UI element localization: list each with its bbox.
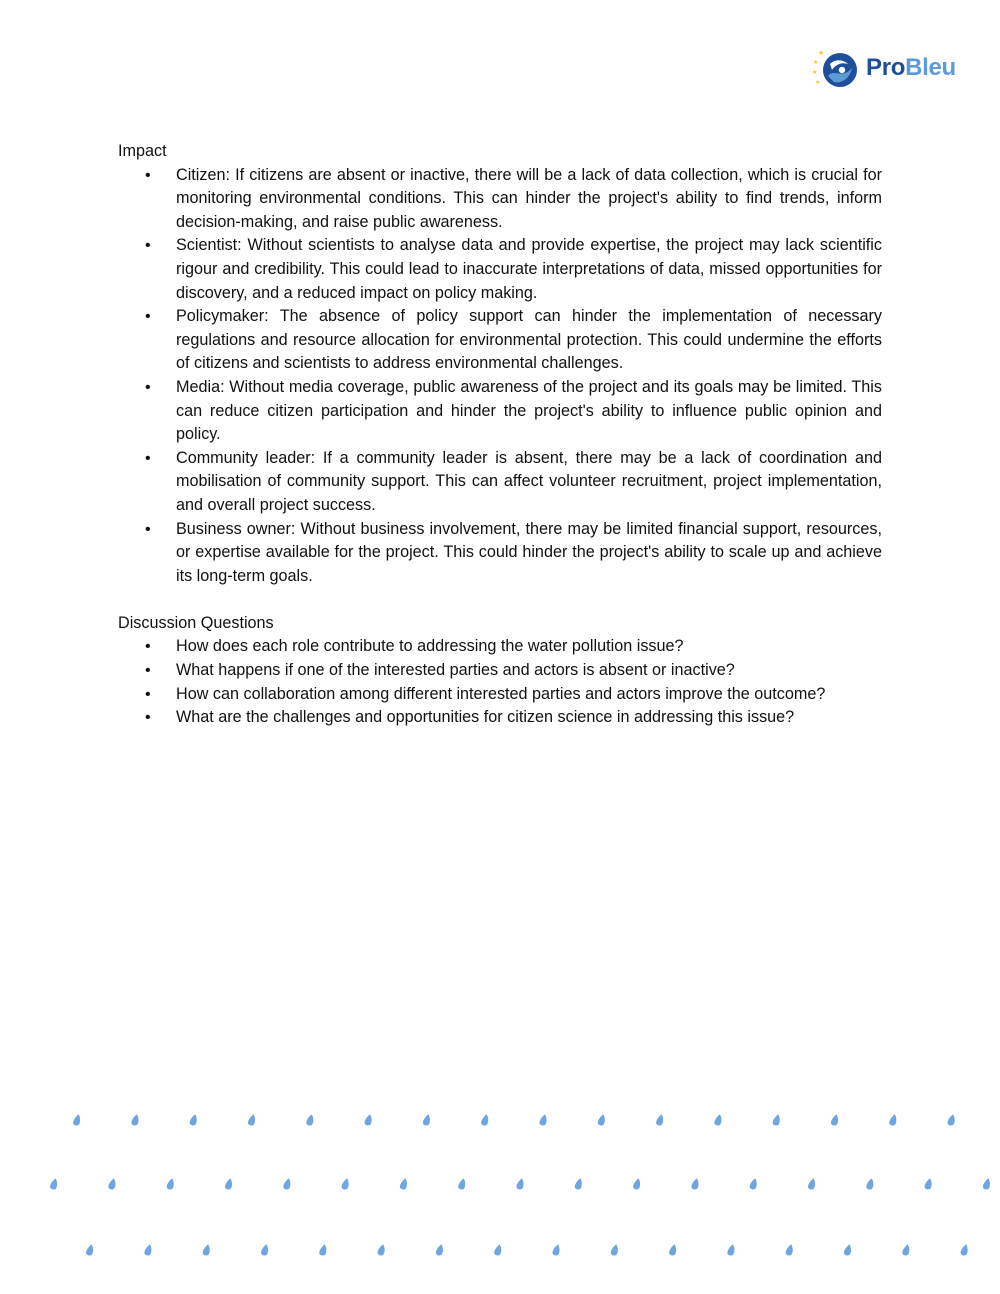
list-item — [118, 706, 882, 730]
svg-text:★: ★ — [818, 49, 825, 57]
water-drop-icon — [283, 1177, 292, 1190]
list-item-text: Citizen: If citizens are absent or inactive, there will be a lack of data collection, which is crucial for monitoring environmental conditions. This can hinder the project's ability to find trends, inform decision-making, and raise public awareness. — [176, 165, 882, 231]
water-drop-icon — [889, 1113, 898, 1126]
water-drop-icon — [539, 1113, 548, 1126]
impact-heading: Impact — [118, 142, 167, 160]
bullet-icon: • — [145, 378, 151, 396]
water-drop-icon — [552, 1243, 561, 1256]
list-item — [118, 305, 882, 376]
water-drop-icon — [224, 1177, 233, 1190]
water-drop-icon — [655, 1113, 664, 1126]
list-item — [118, 447, 882, 518]
document-body — [118, 140, 882, 730]
water-drop-icon — [982, 1177, 991, 1190]
water-drop-icon — [341, 1177, 350, 1190]
water-drop-icon — [247, 1113, 256, 1126]
water-drop-icon — [960, 1243, 969, 1256]
water-drop-icon — [830, 1113, 839, 1126]
water-drop-icon — [189, 1113, 198, 1126]
water-drop-icon — [458, 1177, 467, 1190]
water-drop-icon — [144, 1243, 153, 1256]
water-drop-icon — [785, 1243, 794, 1256]
water-drop-icon — [807, 1177, 816, 1190]
list-item-text: Media: Without media coverage, public awareness of the project and its goals may be limited. This can reduce citizen participation and hinder the project's ability to influence public opinion and policy. — [176, 377, 882, 444]
water-drop-icon — [399, 1177, 408, 1190]
probleu-logo — [812, 46, 972, 94]
water-drop-icon — [843, 1243, 852, 1256]
water-drop-icon — [494, 1243, 503, 1256]
water-drop-icon — [85, 1243, 94, 1256]
water-drop-icon — [72, 1113, 81, 1126]
list-item-text: Community leader: If a community leader is absent, there may be a lack of coordination and mobilisation of community support. This can affect volunteer recruitment, project implementation, and overall project success. — [176, 448, 882, 514]
water-drop-icon — [202, 1243, 211, 1256]
water-drop-icon — [924, 1177, 933, 1190]
bullet-icon: • — [145, 166, 151, 184]
bullet-icon: • — [145, 638, 151, 656]
water-drop-icon — [574, 1177, 583, 1190]
list-item — [118, 683, 882, 707]
water-drop-icon — [422, 1113, 431, 1126]
bullet-icon: • — [145, 662, 151, 680]
impact-list — [118, 164, 882, 589]
water-drop-icon — [947, 1113, 956, 1126]
list-item — [118, 234, 882, 305]
discussion-list — [118, 635, 882, 729]
water-drop-icon — [377, 1243, 386, 1256]
water-drop-icon — [597, 1113, 606, 1126]
water-drop-icon — [306, 1113, 315, 1126]
logo-text-pro: Pro — [866, 54, 906, 81]
list-item — [118, 518, 882, 589]
discussion-heading: Discussion Questions — [118, 613, 274, 632]
svg-text:★: ★ — [813, 59, 819, 66]
water-drop-icon — [364, 1113, 373, 1126]
water-drop-icon — [131, 1113, 140, 1126]
water-drop-icon — [435, 1243, 444, 1256]
list-item — [118, 164, 882, 235]
water-drop-icon — [668, 1243, 677, 1256]
water-drop-icon — [319, 1243, 328, 1256]
list-item — [118, 635, 882, 659]
bullet-icon: • — [145, 308, 151, 326]
list-item-text: Policymaker: The absence of policy support can hinder the implementation of necessary regulations and resource allocation for environmental protection. This could undermine the efforts of citizens and scientists to address environmental challenges. — [176, 307, 882, 373]
water-drop-pattern — [0, 1100, 1000, 1294]
probleu-logo-icon — [812, 46, 864, 94]
svg-text:★: ★ — [815, 79, 821, 86]
logo-wordmark — [866, 54, 956, 82]
bullet-icon: • — [145, 685, 151, 703]
water-drop-icon — [49, 1177, 58, 1190]
water-drop-icon — [727, 1243, 736, 1256]
bullet-icon: • — [145, 449, 151, 467]
water-drop-icon — [481, 1113, 490, 1126]
water-drop-icon — [610, 1243, 619, 1256]
water-drop-icon — [166, 1177, 175, 1190]
list-item — [118, 659, 882, 683]
list-item-text: How does each role contribute to addressing the water pollution issue? — [176, 637, 684, 656]
bullet-icon: • — [145, 237, 151, 255]
list-item-text: What are the challenges and opportunities for citizen science in addressing this issue? — [176, 708, 795, 727]
water-drop-icon — [632, 1177, 641, 1190]
bullet-icon: • — [145, 709, 151, 727]
svg-text:★: ★ — [812, 69, 818, 76]
logo-text-bleu: Bleu — [905, 54, 956, 81]
list-item — [118, 376, 882, 447]
water-drop-icon — [749, 1177, 758, 1190]
list-item-text: How can collaboration among different interested parties and actors improve the outcome? — [176, 684, 826, 703]
list-item-text: What happens if one of the interested parties and actors is absent or inactive? — [176, 661, 735, 680]
water-drop-icon — [902, 1243, 911, 1256]
list-item-text: Scientist: Without scientists to analyse data and provide expertise, the project may lack scientific rigour and credibility. This could lead to inaccurate interpretations of data, missed opportunities for discovery, and a reduced impact on policy making. — [176, 236, 882, 302]
water-drop-icon — [866, 1177, 875, 1190]
water-drop-icon — [691, 1177, 700, 1190]
water-drop-icon — [516, 1177, 525, 1190]
water-drop-icon — [772, 1113, 781, 1126]
bullet-icon: • — [145, 520, 151, 538]
list-item-text: Business owner: Without business involvement, there may be limited financial support, resources, or expertise available for the project. This could hinder the project's ability to scale up and achieve its long-term goals. — [176, 519, 882, 585]
water-drop-icon — [108, 1177, 117, 1190]
water-drop-icon — [714, 1113, 723, 1126]
water-drop-icon — [260, 1243, 269, 1256]
